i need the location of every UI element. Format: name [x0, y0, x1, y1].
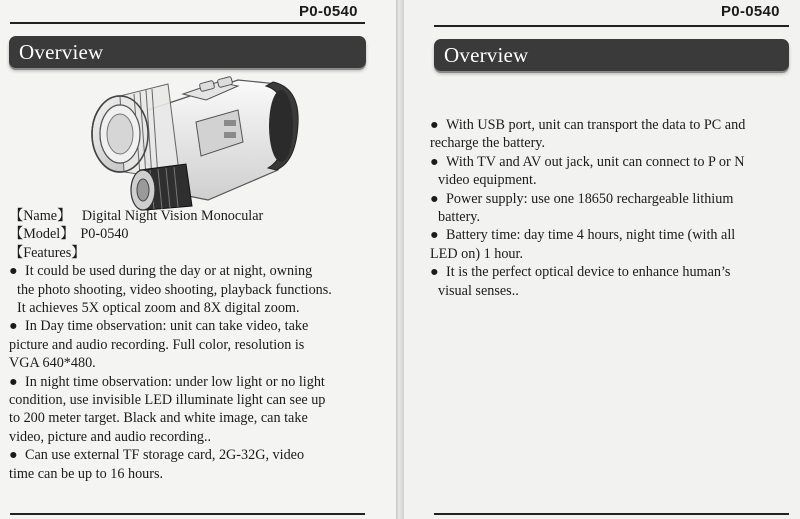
right-body-text: [430, 116, 791, 300]
model-value: P0-0540: [80, 226, 129, 243]
feature-item: ● Power supply: use one 18650 rechargeable lithium battery.: [430, 190, 734, 226]
section-title: Overview: [444, 42, 529, 67]
feature-item: ● In Day time observation: unit can take video, take picture and audio recording. Full color, resolution is VGA 640*480.: [9, 318, 309, 372]
bullet: ●: [9, 373, 18, 390]
book-spine: [396, 0, 404, 519]
name-value: Digital Night Vision Monocular: [81, 208, 264, 224]
header-rule: [10, 22, 365, 24]
bullet: ●: [9, 263, 18, 280]
feature-item: ● Can use external TF storage card, 2G-32G, video time can be up to 16 hours.: [9, 447, 305, 482]
bullet: ●: [9, 318, 18, 335]
bullet: ●: [430, 264, 439, 281]
feature-item: ● With TV and AV out jack, unit can connect to P or N video equipment.: [430, 153, 745, 189]
name-label: 【Name】: [9, 208, 72, 224]
section-header-band: [434, 39, 789, 71]
left-body-text: [9, 207, 364, 483]
bullet: ●: [430, 153, 439, 170]
night-vision-monocular-illustration: [88, 72, 318, 212]
bullet: ●: [430, 190, 439, 207]
header-rule: [434, 25, 789, 27]
bullet: ●: [430, 117, 439, 133]
bullet: ●: [430, 227, 439, 244]
bullet: ●: [9, 447, 18, 464]
right-page: [404, 0, 800, 519]
feature-item: ● In night time observation: under low light or no light condition, use invisible LED illuminate light can see up to 200 meter target. Black and white image, can take video, picture and audio recording..: [9, 373, 326, 445]
model-label: 【Model】: [9, 226, 75, 243]
section-title: Overview: [19, 39, 104, 64]
left-page: [0, 0, 396, 519]
name-row: [9, 207, 364, 225]
footer-rule: [10, 513, 365, 515]
section-header-band: [9, 36, 366, 68]
feature-item: ● Battery time: day time 4 hours, night time (with all LED on) 1 hour.: [430, 227, 736, 262]
feature-item: ● It could be used during the day or at night, owning the photo shooting, video shooting, playback functions. It achieves 5X optical zoom and 8X digital zoom.: [9, 263, 332, 317]
feature-item: ● With USB port, unit can transport the data to PC and recharge the battery.: [430, 117, 746, 152]
footer-rule: [434, 513, 789, 515]
page-code: P0-0540: [721, 3, 780, 20]
feature-item: ● It is the perfect optical device to enhance human’s visual senses..: [430, 264, 731, 299]
features-label: 【Features】: [9, 244, 86, 261]
model-row: [9, 225, 364, 243]
page-code: P0-0540: [299, 3, 358, 20]
